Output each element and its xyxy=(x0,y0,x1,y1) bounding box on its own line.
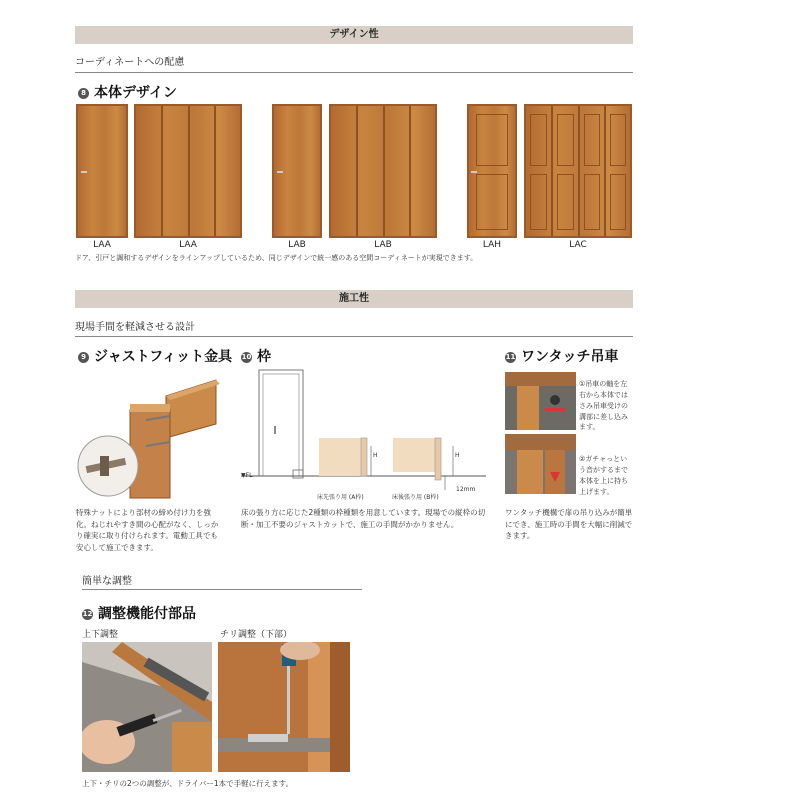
door-label: LAA xyxy=(179,240,197,250)
adjust-caption: 上下・チリの2つの調整が、ドライバー1本で手軽に行えます。 xyxy=(82,779,294,788)
construction-subtitle: 現場手間を軽減させる設計 xyxy=(75,322,195,333)
section-number-badge: 10 xyxy=(241,352,252,361)
fitting-hardware-caption: 特殊ナットにより部材の締め付け力を強化。ねじれやすき間の心配がなく、しっかり確実に取り付けられます。電動工具でも安心して施工できます。 xyxy=(76,508,219,552)
door-handle xyxy=(471,171,477,173)
door-label: LAA xyxy=(93,240,111,250)
section-10-title: 枠 xyxy=(257,349,271,365)
door-handle xyxy=(277,171,283,173)
door-label: LAH xyxy=(482,240,502,250)
hanger-step1-photo xyxy=(505,372,576,430)
design-section-bar: デザイン性 xyxy=(75,26,633,44)
section-10-heading xyxy=(241,346,271,366)
fitting-hardware-illustration xyxy=(76,376,220,502)
section-number-badge: 12 xyxy=(82,609,93,618)
door-laa-single xyxy=(76,104,128,238)
section-8-heading xyxy=(78,82,177,102)
hanger-step2-photo xyxy=(505,434,576,494)
door-handle xyxy=(81,171,87,173)
hanger-step1-text: ①吊車の軸を左右から本体ではさみ吊車受けの溝部に差し込みます。 xyxy=(579,380,628,432)
door-laa-folding xyxy=(134,104,242,238)
section-9-heading xyxy=(78,346,232,366)
section-9-title: ジャストフィット金具 xyxy=(94,349,233,365)
door-lab-folding xyxy=(329,104,437,238)
construction-section-bar: 施工性 xyxy=(75,290,633,308)
hanger-step2-text: ②ガチャっという音がするまで本体を上に持ち上げます。 xyxy=(579,455,628,496)
door-lac xyxy=(524,104,632,238)
adjust-subtitle: 簡単な調整 xyxy=(82,576,132,587)
section-number-badge: 9 xyxy=(78,352,89,363)
door-label: LAC xyxy=(569,240,587,250)
door-label: LAB xyxy=(288,240,306,250)
door-label: LAB xyxy=(374,240,392,250)
door-lab-single xyxy=(272,104,322,238)
section-12-heading xyxy=(82,603,196,623)
gap-adjust-label: チリ調整（下部） xyxy=(220,630,293,640)
vertical-adjust-label: 上下調整 xyxy=(82,630,119,640)
floor-level-label: ▼FL xyxy=(241,472,253,479)
gap-12mm-label: 12mm xyxy=(456,486,476,493)
height-label: H xyxy=(373,452,378,459)
hanger-caption: ワンタッチ機構で扉の吊り込みが簡単にでき、施工時の手間を大幅に削減できます。 xyxy=(505,508,633,541)
divider xyxy=(75,336,633,337)
door-lah xyxy=(467,104,517,238)
height-label: H xyxy=(455,452,460,459)
divider xyxy=(82,589,362,590)
vertical-adjust-photo xyxy=(82,642,212,772)
frame-b-label: 床後張り用 (B枠) xyxy=(392,494,439,501)
design-subtitle: コーディネートへの配慮 xyxy=(75,57,185,68)
frame-caption: 床の張り方に応じた2種類の枠種類を用意しています。現場での縦枠の切断・加工不要のジャストカットで、施工の手間がかかりません。 xyxy=(241,508,486,529)
frame-diagram xyxy=(241,366,486,506)
section-number-badge: 11 xyxy=(505,352,516,361)
frame-a-label: 床先張り用 (A枠) xyxy=(317,494,364,501)
section-12-title: 調整機能付部品 xyxy=(98,606,196,622)
divider xyxy=(75,72,633,73)
section-11-heading xyxy=(505,346,618,366)
gap-adjust-photo xyxy=(218,642,350,772)
section-11-title: ワンタッチ吊車 xyxy=(521,349,619,365)
design-caption: ドア、引戸と調和するデザインをラインアップしているため、同じデザインで統一感のある空間コーディネートが実現できます。 xyxy=(75,254,478,262)
section-number-badge: 8 xyxy=(78,88,89,99)
section-8-title: 本体デザイン xyxy=(94,85,178,101)
